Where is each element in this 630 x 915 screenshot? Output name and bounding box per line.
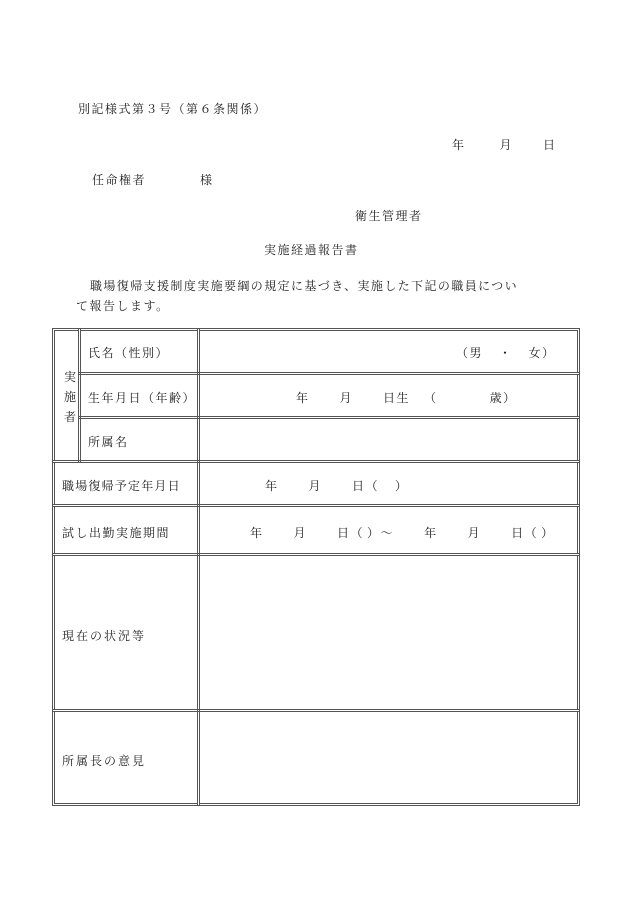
form-number: 別記様式第３号（第６条関係） — [78, 102, 268, 116]
gender-options: （男 ・ 女） — [456, 346, 556, 360]
sender: 衛生管理者 — [355, 209, 423, 223]
date-month: 月 — [499, 138, 514, 152]
implementer-label: 実 施 者 — [63, 370, 76, 424]
name-label-cell — [78, 328, 200, 375]
addressee-line — [92, 171, 214, 188]
trial-period-label: 試し出勤実施期間 — [62, 526, 171, 540]
opinion-value-cell[interactable] — [197, 709, 580, 806]
status-label: 現在の状況等 — [62, 629, 147, 643]
trial-period-value-cell[interactable] — [197, 504, 580, 556]
return-date-label: 職場復帰予定年月日 — [62, 479, 181, 493]
birth-value-cell[interactable] — [197, 372, 580, 419]
return-date-value: 年 月 日（ ） — [265, 479, 409, 493]
intro-line-1: 職場復帰支援制度実施要綱の規定に基づき、実施した下記の職員につい — [90, 279, 519, 293]
name-value-cell[interactable] — [197, 328, 580, 375]
status-value-cell[interactable] — [197, 553, 580, 712]
name-label: 氏名（性別） — [88, 346, 170, 360]
honorific: 様 — [200, 173, 214, 187]
document-title: 実施経過報告書 — [264, 243, 359, 257]
affiliation-value-cell[interactable] — [197, 416, 580, 463]
date-day: 日 — [543, 138, 557, 152]
birth-label-cell — [78, 372, 200, 419]
trial-period-value: 年 月 日（ ）〜 年 月 日（ ） — [250, 526, 555, 540]
return-date-value-cell[interactable] — [197, 460, 580, 507]
return-date-label-cell — [52, 460, 200, 507]
report-table — [52, 328, 580, 806]
birth-label: 生年月日（年齢） — [88, 391, 197, 405]
opinion-label: 所属長の意見 — [62, 754, 147, 768]
affiliation-label: 所属名 — [88, 435, 129, 449]
date-line — [452, 136, 557, 153]
intro-line-2: て報告します。 — [76, 299, 170, 313]
implementer-cell — [52, 328, 81, 463]
status-label-cell — [52, 553, 200, 712]
opinion-label-cell — [52, 709, 200, 806]
trial-period-label-cell — [52, 504, 200, 556]
birth-value: 年 月 日生 （ 歳） — [296, 391, 517, 405]
date-year: 年 — [452, 138, 466, 152]
affiliation-label-cell — [78, 416, 200, 463]
addressee: 任命権者 — [92, 173, 147, 187]
